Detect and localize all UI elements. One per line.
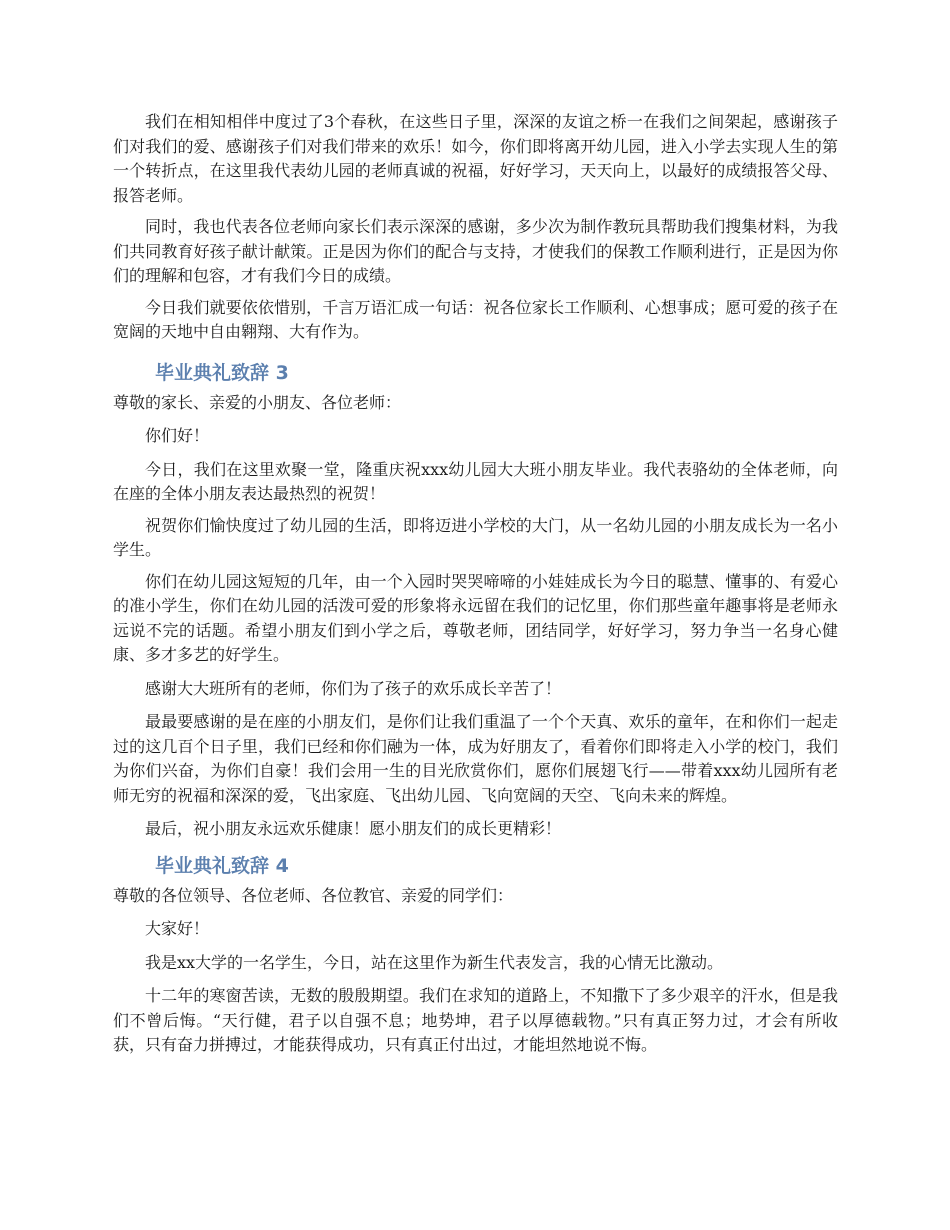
greeting: 大家好！ (145, 919, 210, 938)
salutation: 尊敬的各位领导、各位老师、各位教官、亲爱的同学们： (113, 885, 514, 905)
paragraph: 感谢大大班所有的老师，你们为了孩子的欢乐成长辛苦了！ (145, 678, 562, 698)
paragraph: 我们在相知相伴中度过了3个春秋，在这些日子里，深深的友谊之桥一在我们之间架起，感谢孩子们对我们的爱、感谢孩子们对我们带来的欢乐！如今，你们即将离开幼儿园，进入小学去实现人生的第一个转折点，在这里我代表幼儿园的老师真诚的祝福，好好学习，天天向上，以最好的成绩报答父母、报答老师。 (113, 112, 838, 205)
paragraph: 今日，我们在这里欢聚一堂，隆重庆祝xxx幼儿园大大班小朋友毕业。我代表骆幼的全体老师，向在座的全体小朋友表达最热烈的祝贺！ (113, 459, 838, 503)
paragraph: 最最要感谢的是在座的小朋友们，是你们让我们重温了一个个天真、欢乐的童年，在和你们一起走过的这几百个日子里，我们已经和你们融为一体，成为好朋友了，看着你们即将走入小学的校门，我们为你们兴奋，为你们自豪！我们会用一生的目光欣赏你们，愿你们展翅飞行——带着xxx幼儿园所有老师无穷的祝福和深深的爱，飞出家庭、飞出幼儿园、飞向宽阔的天空、飞向未来的辉煌。 (113, 712, 838, 805)
salutation: 尊敬的家长、亲爱的小朋友、各位老师： (113, 392, 402, 412)
section-heading: 毕业典礼致辞 4 (155, 854, 289, 877)
paragraph: 你们在幼儿园这短短的几年，由一个入园时哭哭啼啼的小娃娃成长为今日的聪慧、懂事的、有爱心的准小学生，你们在幼儿园的活泼可爱的形象将永远留在我们的记忆里，你们那些童年趣事将是老师永远说不完的话题。希望小朋友们到小学之后，尊敬老师，团结同学，好好学习，努力争当一名身心健康、多才多艺的好学生。 (113, 571, 838, 664)
paragraph: 今日我们就要依依惜别，千言万语汇成一句话：祝各位家长工作顺利、心想事成；愿可爱的孩子在宽阔的天地中自由翱翔、大有作为。 (113, 297, 838, 341)
paragraph: 同时，我也代表各位老师向家长们表示深深的感谢，多少次为制作教玩具帮助我们搜集材料，为我们共同教育好孩子献计献策。正是因为你们的配合与支持，才使我们的保教工作顺利进行，正是因为你们的理解和包容，才有我们今日的成绩。 (113, 217, 838, 285)
paragraph: 最后，祝小朋友永远欢乐健康！愿小朋友们的成长更精彩！ (145, 819, 562, 838)
document-page (113, 110, 838, 1058)
greeting: 你们好！ (145, 426, 210, 445)
paragraph: 我是xx大学的一名学生，今日，站在这里作为新生代表发言，我的心情无比激动。 (145, 952, 724, 972)
paragraph: 十二年的寒窗苦读，无数的殷殷期望。我们在求知的道路上，不知撒下了多少艰辛的汗水，但是我们不曾后悔。“天行健，君子以自强不息；地势坤，君子以厚德载物。”只有真正努力过，才会有所收获，只有奋力拼搏过，才能获得成功，只有真正付出过，才能坦然地说不悔。 (113, 986, 838, 1054)
paragraph: 祝贺你们愉快度过了幼儿园的生活，即将迈进小学校的大门，从一名幼儿园的小朋友成长为一名小学生。 (113, 515, 838, 559)
section-heading: 毕业典礼致辞 3 (155, 361, 289, 384)
